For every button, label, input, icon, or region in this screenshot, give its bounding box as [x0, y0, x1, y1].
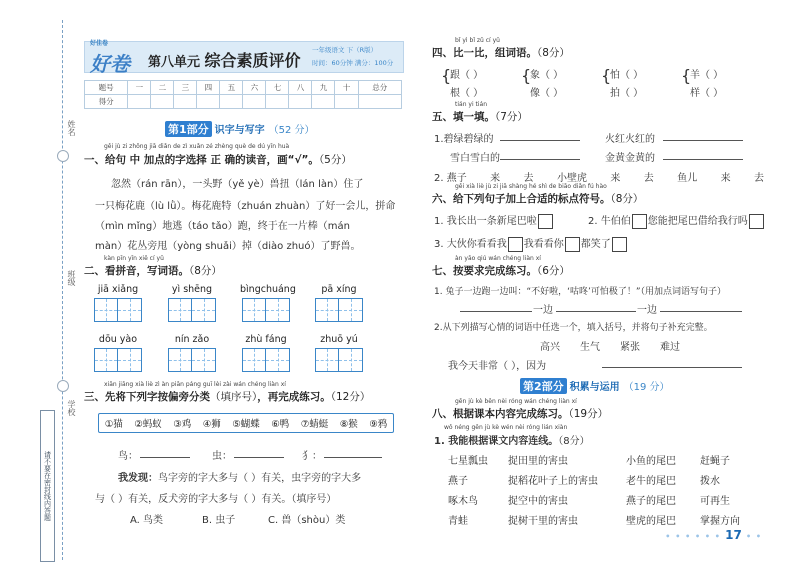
q1-line: 一只梅花鹿（lù lǜ）。梅花鹿特（zhuán zhuàn）了好一会儿，拼命 — [95, 201, 396, 212]
fill-word: 来 — [720, 173, 731, 184]
answer-line[interactable] — [500, 130, 580, 141]
part1-banner: 第1部分 识字与写字 （52 分） — [165, 121, 315, 136]
seal-notice: 请不要在密封线内答题 — [40, 410, 55, 562]
match-item[interactable]: 掌握方向 — [700, 516, 740, 527]
score-cell[interactable] — [220, 95, 243, 109]
punct-box[interactable] — [632, 214, 647, 229]
q8-title: 八、根据课本内容完成练习。（19分） — [432, 408, 609, 420]
q7-title: 七、按要求完成练习。（6分） — [432, 265, 570, 277]
page-number: • • • • • • 17 • • — [665, 528, 762, 542]
fill-word: 来 — [490, 173, 501, 184]
score-label-cell: 得分 — [85, 95, 128, 109]
match-item[interactable]: 捉空中的害虫 — [508, 496, 568, 507]
score-cell[interactable] — [128, 95, 151, 109]
answer-line[interactable] — [660, 301, 742, 312]
punct-line-1: 1. 我长出一条新尾巴啦 — [434, 212, 554, 229]
q3-pinyin: xiān jiāng xià liè zì àn piān páng guī lèi zài wán chéng liàn xí — [104, 381, 286, 388]
match-item[interactable]: 燕子的尾巴 — [626, 496, 676, 507]
answer-line[interactable] — [234, 447, 284, 458]
q2-title: 二、看拼音，写词语。（8分） — [84, 265, 222, 277]
binding-hole — [57, 150, 69, 162]
q4-pinyin: bǐ yì bǐ zǔ cí yǔ — [455, 37, 500, 44]
character-option: ④狮 — [202, 419, 221, 430]
score-header-cell: 三 — [174, 81, 197, 95]
match-item[interactable]: 老牛的尾巴 — [626, 476, 676, 487]
q1-line: màn）花丛旁甩（yòng shuǎi）掉（diào zhuó）了野兽。 — [95, 241, 361, 252]
q8-subtitle: 1. 我能根据课文内容连线。（8分） — [434, 436, 590, 447]
answer-line[interactable] — [556, 301, 636, 312]
name-label: 姓名 — [67, 120, 76, 136]
q6-title: 六、给下列句子加上合适的标点符号。（8分） — [432, 193, 644, 205]
grade-info: 一年级语文 下（R版） 时间：60分钟 满分：100分 — [312, 46, 394, 67]
score-header-cell: 九 — [312, 81, 335, 95]
pinyin-prompt: bìngchuáng — [240, 284, 296, 295]
character-option: ①猫 — [104, 419, 123, 430]
pinyin-prompt: dōu yào — [98, 334, 138, 345]
pinyin-prompt: nín zǎo — [174, 334, 210, 345]
match-item[interactable]: 壁虎的尾巴 — [626, 516, 676, 527]
q7-instruction: 2.从下列描写心情的词语中任选一个，填入括号，并将句子补充完整。 — [434, 323, 713, 333]
score-header-cell: 八 — [289, 81, 312, 95]
character-option: ③鸡 — [173, 419, 192, 430]
match-item[interactable]: 可再生 — [700, 496, 730, 507]
fill-word: 2. 燕子 — [434, 173, 467, 184]
option-a[interactable]: A. 鸟类 — [130, 515, 164, 526]
q4-title: 四、比一比，组词语。（8分） — [432, 47, 570, 59]
fill-word: 鱼儿 — [677, 173, 698, 184]
q2-pinyin: kàn pīn yīn xiě cí yǔ — [104, 255, 164, 262]
score-cell[interactable] — [358, 95, 402, 109]
writing-grid[interactable] — [242, 298, 290, 322]
punct-line-3: 3. 大伙你看看我 我看看你 都笑了 — [434, 235, 628, 252]
fill-prompt: 金黄金黄的 — [605, 153, 655, 164]
score-cell[interactable] — [335, 95, 358, 109]
punct-box[interactable] — [538, 214, 553, 229]
binding-hole — [57, 380, 69, 392]
fill-prompt: 雪白雪白的 — [450, 153, 500, 164]
character-option: ⑦蜻蜓 — [300, 419, 329, 430]
compare-word: 样（ ） — [690, 88, 724, 99]
q5-title: 五、填一填。（7分） — [432, 111, 528, 123]
character-option: ⑥鸭 — [271, 419, 290, 430]
brace: { — [441, 66, 452, 85]
q7-sentence: 我今天非常（ ），因为 — [448, 361, 547, 372]
compare-word: 象（ ） — [530, 70, 564, 81]
character-option: ②蚂蚁 — [134, 419, 162, 430]
character-options — [98, 413, 394, 433]
score-header-cell: 题号 — [85, 81, 128, 95]
score-header-cell: 一 — [128, 81, 151, 95]
mood-word: 生气 — [580, 342, 600, 353]
fill-word: 来 — [610, 173, 621, 184]
part2-banner: 第2部分 积累与运用 （19 分） — [520, 378, 670, 393]
pinyin-prompt: zhuō yú — [320, 334, 358, 345]
school-label: 学校 — [67, 400, 76, 416]
fill-word: 去 — [753, 173, 764, 184]
finding-line: 与（ ）有关，反犬旁的字大多与（ ）有关。（填序号） — [95, 494, 337, 505]
seal-line — [62, 20, 63, 560]
finding-line: 我发现：鸟字旁的字大多与（ ）有关，虫字旁的字大多 — [118, 473, 362, 484]
q7-word: 一边 — [637, 305, 657, 316]
character-option: ⑤蝴蝶 — [232, 419, 260, 430]
compare-word: 羊（ ） — [690, 70, 724, 81]
option-b[interactable]: B. 虫子 — [202, 515, 236, 526]
match-item[interactable]: 青蛙 — [448, 516, 468, 527]
mood-word: 紧张 — [620, 342, 640, 353]
q7-instruction: 1. 兔子一边跑一边叫：“不好啦，‘咕咚’可怕极了！”（用加点词语写句子） — [434, 287, 726, 297]
match-item[interactable]: 七星瓢虫 — [448, 456, 488, 467]
q8-sub-pinyin: wǒ néng gēn jù kè wén nèi róng lián xiàn — [444, 424, 568, 431]
score-cell[interactable] — [197, 95, 220, 109]
score-header-cell: 十 — [335, 81, 358, 95]
q3-title: 三、先将下列字按偏旁分类（填序号），再完成练习。（12分） — [84, 391, 371, 403]
writing-grid[interactable] — [94, 298, 142, 322]
character-option: ⑨鸦 — [369, 419, 388, 430]
brace: { — [681, 66, 692, 85]
punct-box[interactable] — [749, 214, 764, 229]
score-header-cell: 七 — [266, 81, 289, 95]
match-col-1 — [448, 452, 488, 532]
compare-word: 像（ ） — [530, 88, 564, 99]
fill-prompt: 火红火红的 — [605, 134, 655, 145]
brace: { — [601, 66, 612, 85]
compare-word: 拍（ ） — [610, 88, 644, 99]
fill-word: 小壁虎 — [556, 173, 587, 184]
writing-grid[interactable] — [168, 298, 216, 322]
q8-pinyin: gēn jù kè běn nèi róng wán chéng liàn xí — [455, 398, 577, 405]
compare-word: 跟（ ） — [450, 70, 484, 81]
match-item[interactable]: 啄木鸟 — [448, 496, 478, 507]
answer-line[interactable] — [500, 149, 580, 160]
q1-line: 忽然（rán rān），一头野（yě yè）兽扭（lán làn）住了 — [111, 179, 364, 190]
score-header-cell: 四 — [197, 81, 220, 95]
score-header-cell: 总分 — [358, 81, 402, 95]
punct-box[interactable] — [565, 237, 580, 252]
match-item[interactable]: 捉稻花叶子上的害虫 — [508, 476, 598, 487]
answer-line[interactable] — [140, 447, 190, 458]
q1-title: 一、给句 中 加点的字选择 正 确的读音，画“√”。（5分） — [84, 154, 352, 166]
q1-line: （mìn mǐng）地逃（táo tǎo）跑，终于在一片棒（mán — [95, 221, 350, 232]
writing-grid[interactable] — [94, 348, 142, 372]
punct-line-2: 2. 牛伯伯 您能把尾巴借给我行吗 — [588, 212, 765, 229]
match-col-2 — [508, 452, 598, 532]
match-item[interactable]: 小鱼的尾巴 — [626, 456, 676, 467]
match-item[interactable]: 拨水 — [700, 476, 720, 487]
score-cell[interactable] — [266, 95, 289, 109]
answer-line[interactable] — [602, 357, 742, 368]
match-item[interactable]: 捉树干里的害虫 — [508, 516, 578, 527]
binding-margin — [0, 0, 78, 569]
character-option: ⑧猴 — [339, 419, 358, 430]
score-header-cell: 五 — [220, 81, 243, 95]
mood-word: 难过 — [660, 342, 680, 353]
mood-word: 高兴 — [540, 342, 560, 353]
writing-grid[interactable] — [168, 348, 216, 372]
score-cell[interactable] — [243, 95, 266, 109]
score-header-cell: 六 — [243, 81, 266, 95]
fill-word: 去 — [523, 173, 534, 184]
class-label: 班级 — [67, 270, 76, 286]
match-col-4 — [700, 452, 740, 532]
answer-line[interactable] — [663, 130, 743, 141]
q7-word: 一边 — [533, 305, 553, 316]
score-cell[interactable] — [151, 95, 174, 109]
pinyin-prompt: pā xíng — [321, 284, 357, 295]
pinyin-prompt: jiā xiǎng — [97, 284, 139, 295]
mood-words — [540, 338, 680, 353]
writing-grid[interactable] — [242, 348, 290, 372]
q6-pinyin: gěi xià liè jù zi jiā shàng hé shì de biāo diǎn fú hào — [455, 183, 607, 190]
compare-word: 根（ ） — [450, 88, 484, 99]
score-table — [84, 80, 402, 109]
bird-radical-label: 鸟： — [118, 451, 138, 462]
score-cell[interactable] — [289, 95, 312, 109]
q5-pinyin: tián yi tián — [455, 101, 488, 108]
score-header-cell: 二 — [151, 81, 174, 95]
q7-pinyin: àn yāo qiú wán chéng liàn xí — [455, 255, 541, 262]
page-title: 第八单元 综合素质评价 — [148, 51, 301, 70]
q1-pinyin: gěi jù zi zhōng jiā diǎn de zì xuǎn zé zhèng què de dú yīn huà — [104, 143, 290, 150]
pinyin-prompt: yì shēng — [171, 284, 213, 295]
fill-line-2 — [434, 169, 764, 184]
match-item[interactable]: 捉田里的害虫 — [508, 456, 568, 467]
punct-box[interactable] — [508, 237, 523, 252]
match-col-3 — [626, 452, 676, 532]
fill-word: 去 — [643, 173, 654, 184]
fill-prompt: 1.碧绿碧绿的 — [434, 134, 494, 145]
logo: 好佳卷 好卷 — [90, 40, 130, 76]
insect-radical-label: 虫： — [212, 451, 232, 462]
match-item[interactable]: 燕子 — [448, 476, 468, 487]
writing-grid[interactable] — [315, 298, 363, 322]
brace: { — [521, 66, 532, 85]
punct-box[interactable] — [612, 237, 627, 252]
match-item[interactable]: 赶蝇子 — [700, 456, 730, 467]
pinyin-prompt: zhù fáng — [245, 334, 287, 345]
writing-grid[interactable] — [315, 348, 363, 372]
answer-line[interactable] — [663, 149, 743, 160]
option-c[interactable]: C. 兽（shòu）类 — [268, 515, 346, 526]
dog-radical-label: 犭： — [302, 451, 322, 462]
answer-line[interactable] — [324, 447, 382, 458]
score-cell[interactable] — [174, 95, 197, 109]
score-cell[interactable] — [312, 95, 335, 109]
compare-word: 怕（ ） — [610, 70, 644, 81]
answer-line[interactable] — [460, 301, 532, 312]
